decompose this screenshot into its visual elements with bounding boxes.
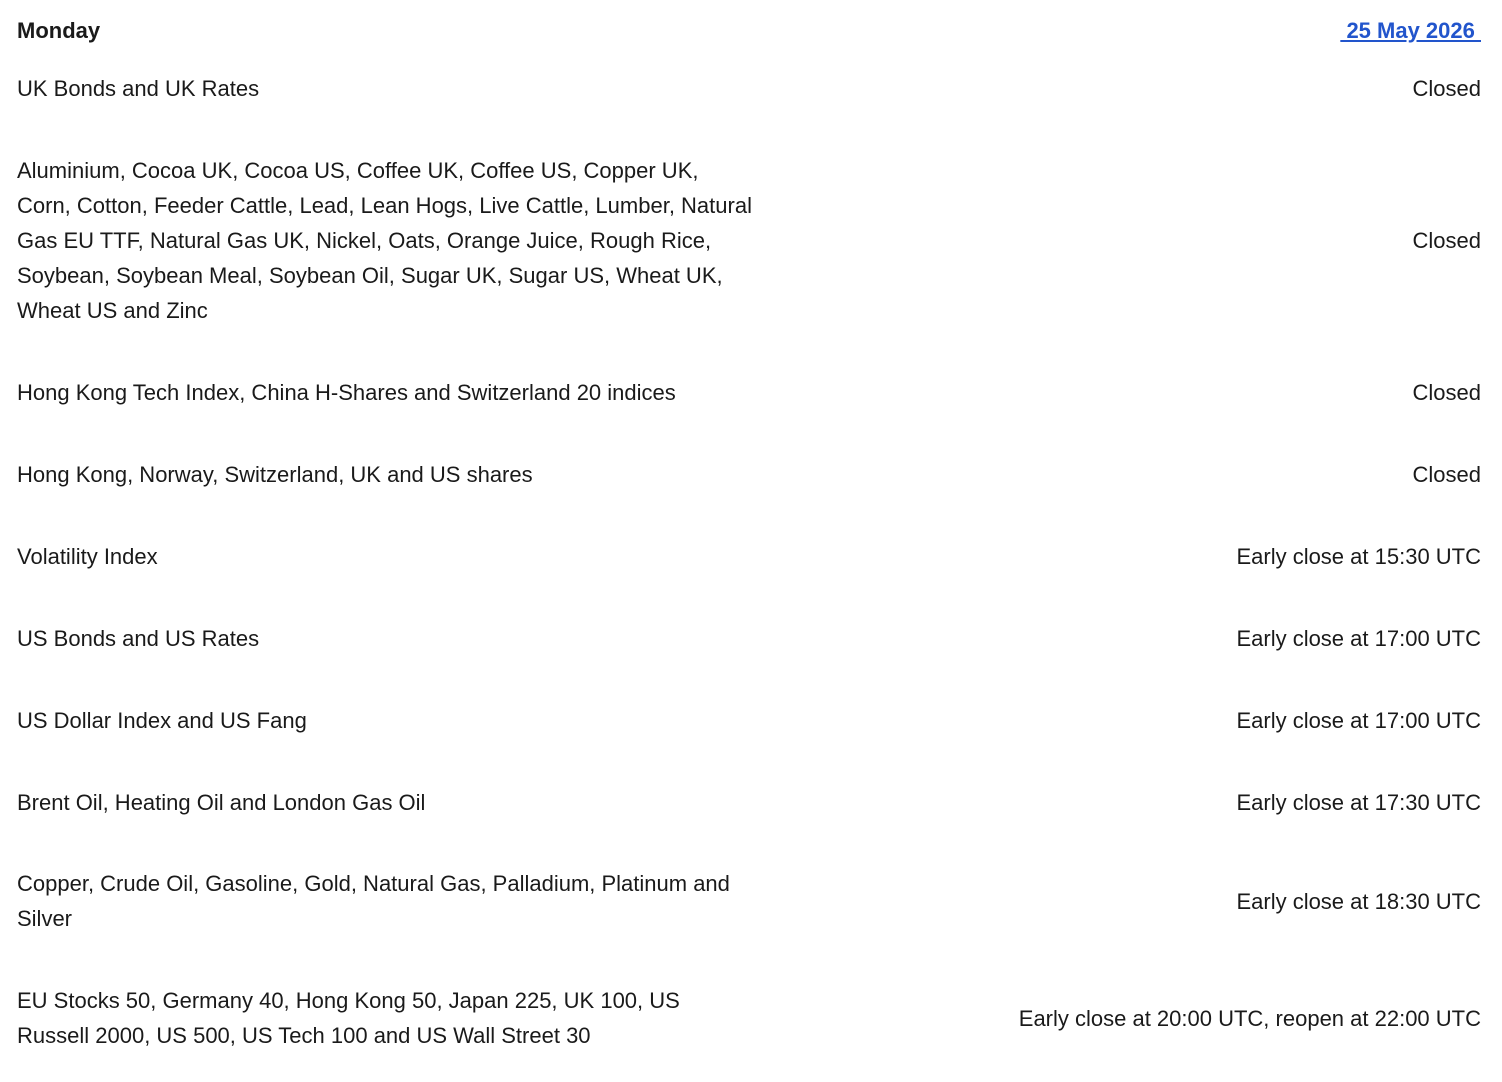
row-markets: Aluminium, Cocoa UK, Cocoa US, Coffee UK, Coffee US, Copper UK, Corn, Cotton, Feeder Cattle, Lead, Lean Hogs, Live Cattle, Lumber, Natural Gas EU TTF, Natural Gas UK, Nickel, Oats, Orange Juice, Rough Rice, Soybean, Soybean Meal, Soybean Oil, Sugar UK, Sugar US, Wheat UK, Wheat US and Zinc <box>17 158 752 323</box>
schedule-row <box>17 375 1481 410</box>
date-link[interactable]: 25 May 2026 <box>1340 18 1481 43</box>
row-markets: US Dollar Index and US Fang <box>17 708 307 733</box>
schedule-row <box>17 785 1481 820</box>
schedule-row <box>17 703 1481 738</box>
row-status: Early close at 15:30 UTC <box>1236 544 1481 569</box>
row-status: Early close at 20:00 UTC, reopen at 22:00 UTC <box>1018 1005 1481 1031</box>
schedule-row <box>17 621 1481 656</box>
schedule-row <box>17 71 1481 106</box>
row-markets: EU Stocks 50, Germany 40, Hong Kong 50, Japan 225, UK 100, US Russell 2000, US 500, US Tech 100 and US Wall Street 30 <box>17 988 680 1048</box>
row-markets: US Bonds and US Rates <box>17 626 260 651</box>
row-status: Early close at 18:30 UTC <box>1236 888 1481 914</box>
day-label: Monday <box>17 18 101 43</box>
row-markets: Hong Kong Tech Index, China H-Shares and Switzerland 20 indices <box>17 380 676 405</box>
schedule-row <box>17 983 1481 1053</box>
row-status: Closed <box>1412 228 1481 253</box>
row-status: Early close at 17:00 UTC <box>1236 626 1481 651</box>
row-markets: Volatility Index <box>17 544 158 569</box>
row-status: Closed <box>1412 380 1481 405</box>
schedule-row <box>17 539 1481 574</box>
row-markets: Brent Oil, Heating Oil and London Gas Oil <box>17 790 426 815</box>
schedule-header <box>17 14 1481 48</box>
row-status: Closed <box>1412 462 1481 487</box>
row-markets: UK Bonds and UK Rates <box>17 76 260 101</box>
schedule-row <box>17 153 1481 328</box>
row-status: Early close at 17:00 UTC <box>1236 708 1481 733</box>
schedule-row <box>17 866 1481 936</box>
row-status: Early close at 17:30 UTC <box>1236 790 1481 815</box>
row-markets: Copper, Crude Oil, Gasoline, Gold, Natural Gas, Palladium, Platinum and Silver <box>17 871 730 931</box>
row-status: Closed <box>1412 76 1481 101</box>
row-markets: Hong Kong, Norway, Switzerland, UK and US shares <box>17 462 533 487</box>
schedule-row <box>17 457 1481 492</box>
